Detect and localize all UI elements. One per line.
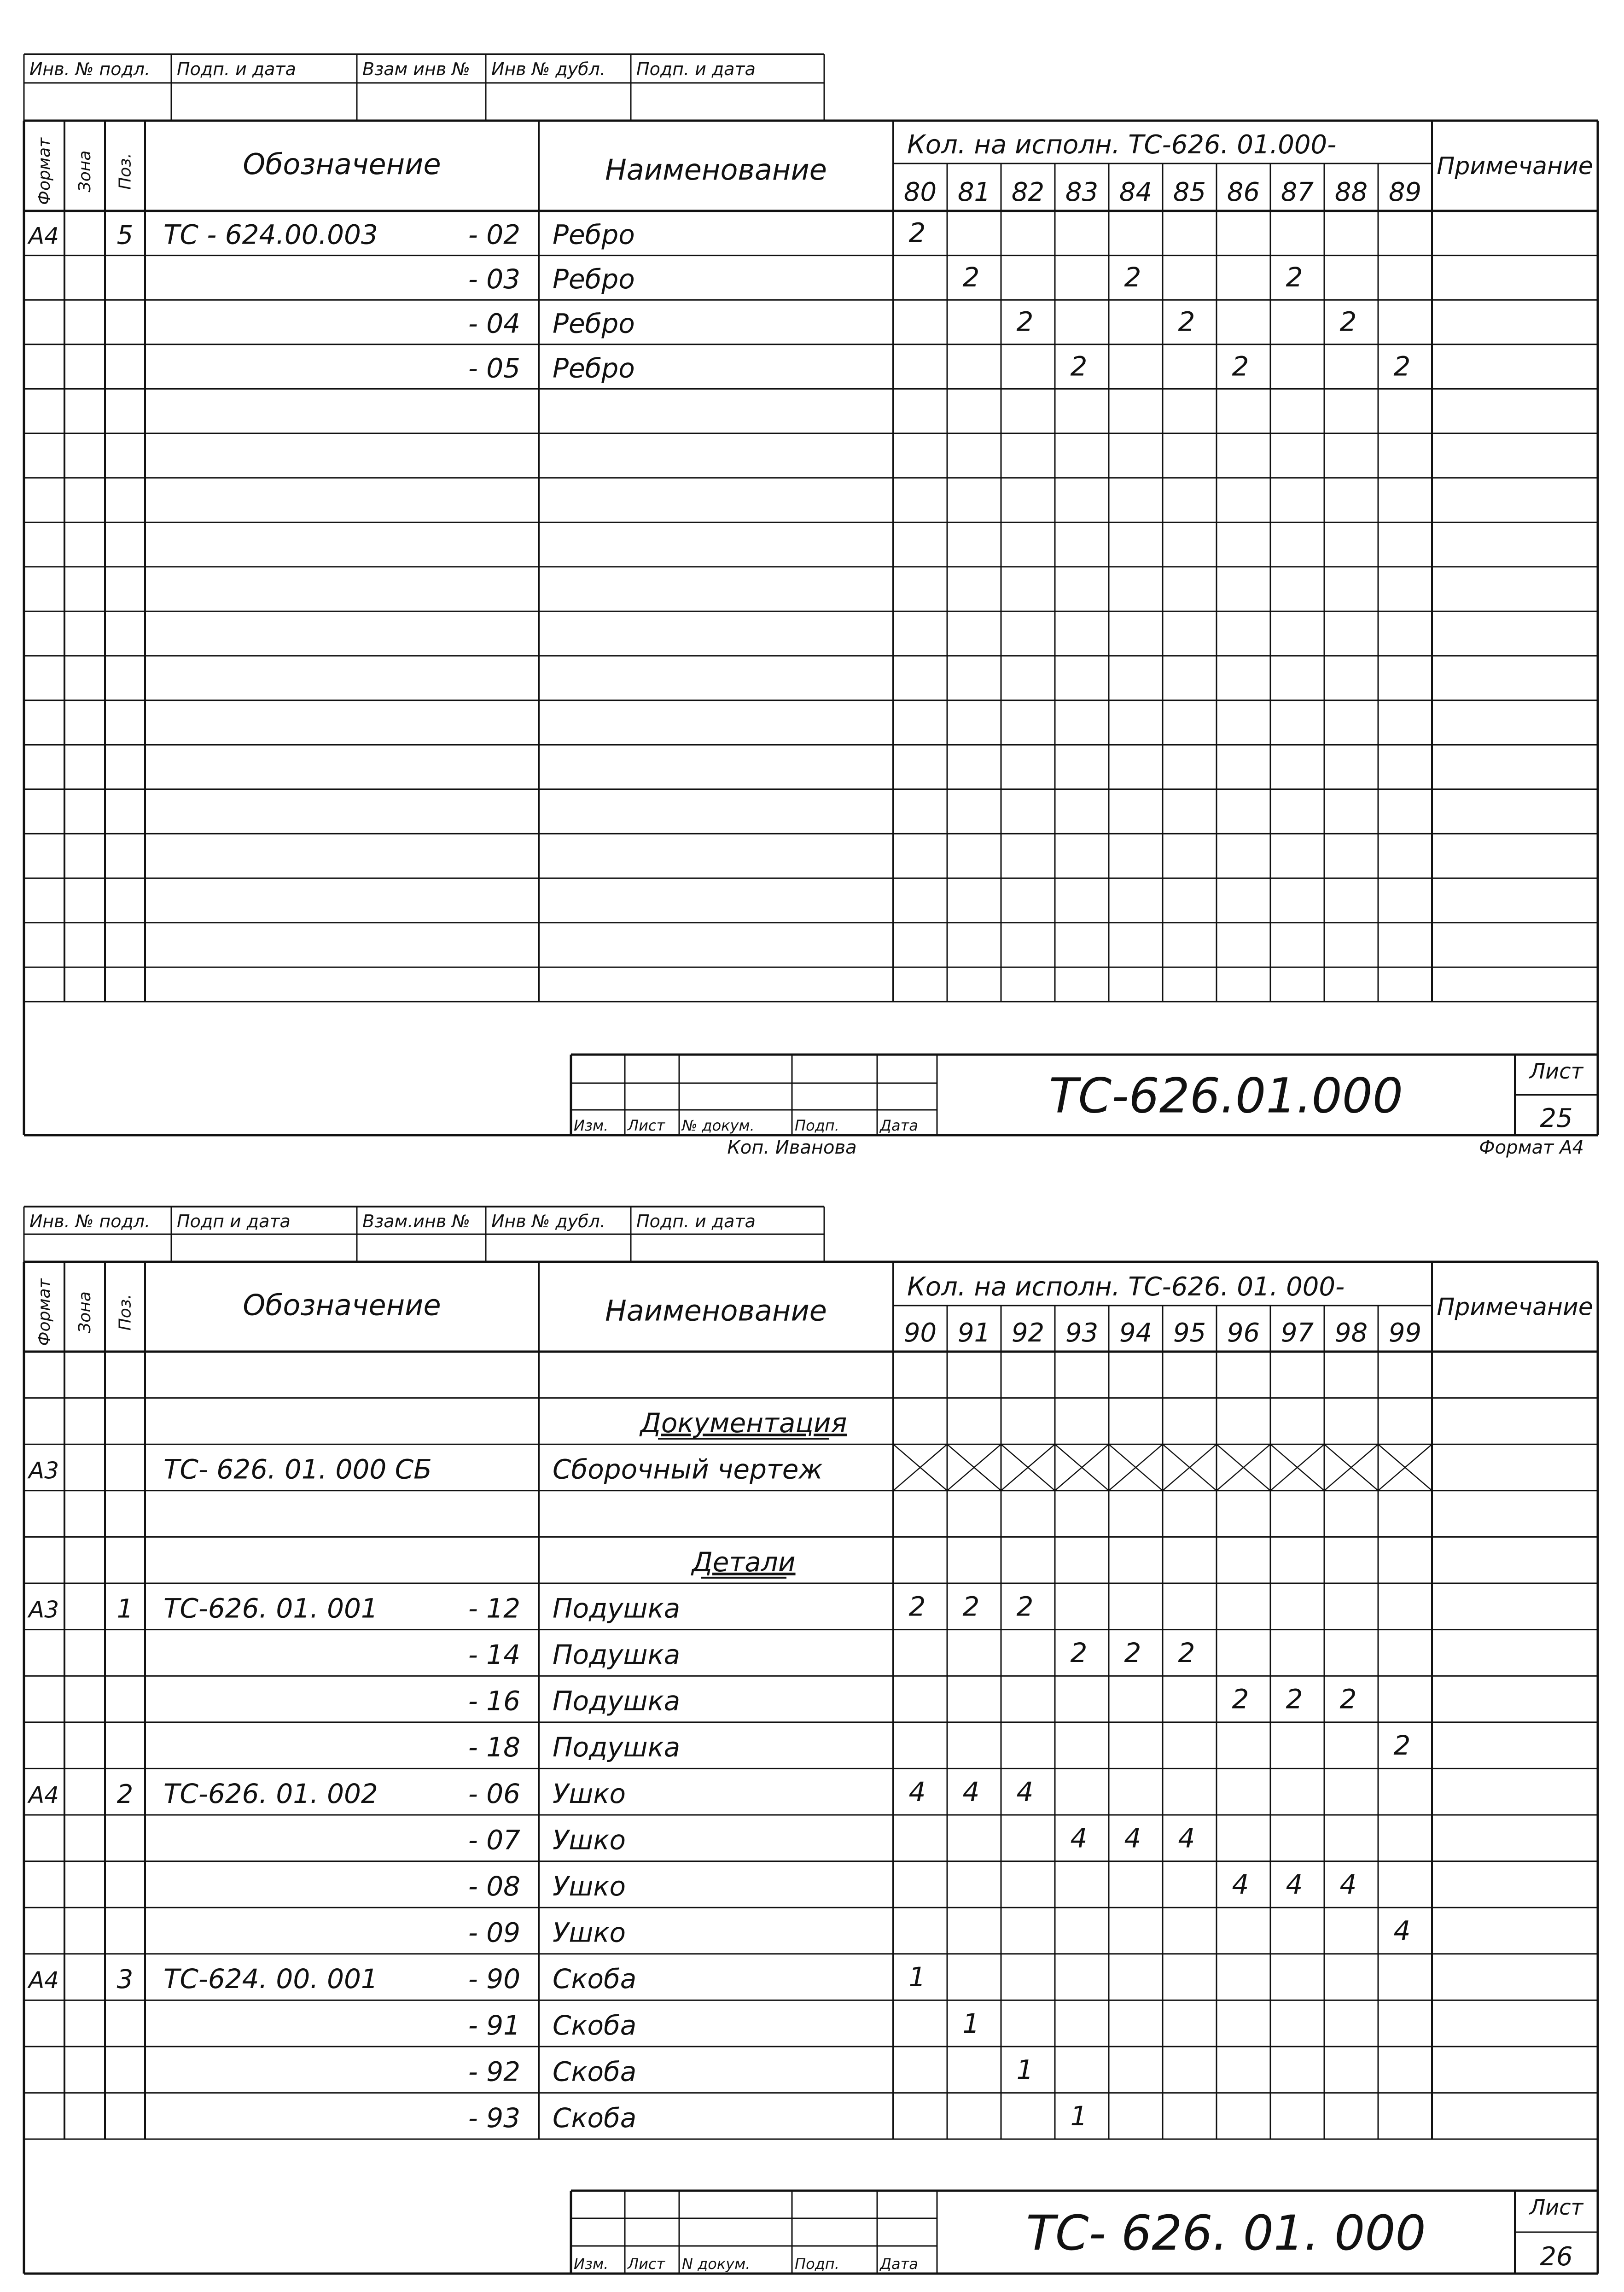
row-designation: ТС-626. 01. 001	[163, 1592, 378, 1624]
row-name: Ребро	[553, 263, 635, 295]
row-quantity: 4	[1393, 1915, 1411, 1947]
copyist-label: Коп. Иванова	[727, 1137, 857, 1158]
title-block-label: N докум.	[682, 2255, 751, 2273]
row-variant-suffix: - 05	[468, 352, 520, 384]
title-block-label: Изм.	[574, 1117, 609, 1134]
header-note: Примечание	[1437, 152, 1593, 180]
header-variant: 88	[1334, 177, 1368, 207]
row-name: Скоба	[553, 2056, 637, 2088]
header-variant: 95	[1173, 1318, 1206, 1348]
header-pos: Поз.	[116, 1294, 135, 1331]
row-variant-suffix: - 14	[468, 1639, 520, 1671]
row-quantity: 4	[908, 1776, 926, 1808]
row-name: Ребро	[553, 352, 635, 384]
header-qty-title: Кол. на исполн. ТС-626. 01.000-	[907, 130, 1337, 160]
row-quantity: 1	[962, 2007, 980, 2039]
header-variant: 85	[1173, 177, 1206, 207]
table-row	[468, 350, 1411, 384]
header-variant: 90	[903, 1318, 937, 1348]
header-variant: 97	[1281, 1318, 1314, 1348]
row-quantity: 2	[962, 1591, 980, 1622]
header-variant: 81	[957, 177, 991, 207]
title-block-label: Лист	[628, 1117, 665, 1134]
row-name: Скоба	[553, 2009, 637, 2041]
row-quantity: 2	[1339, 306, 1357, 338]
table-row	[468, 2100, 1088, 2134]
sheet-1	[24, 54, 1598, 1158]
header-variant: 93	[1065, 1318, 1099, 1348]
row-designation: ТС-626. 01. 002	[163, 1778, 378, 1809]
row-quantity: 4	[1070, 1822, 1088, 1854]
row-position: 5	[116, 220, 134, 251]
row-variant-suffix: - 12	[468, 1592, 520, 1624]
header-variant: 84	[1119, 177, 1153, 207]
stamp-row	[24, 1207, 1598, 1262]
row-quantity: 2	[1070, 1637, 1088, 1669]
table-row	[27, 1961, 926, 1995]
row-name: Ушко	[553, 1917, 626, 1948]
table-row	[468, 306, 1357, 339]
header-designation: Обозначение	[243, 1288, 441, 1322]
table-row	[27, 1776, 1033, 1809]
row-name: Ребро	[553, 219, 635, 251]
row-format: А4	[29, 222, 59, 250]
row-variant-suffix: - 07	[468, 1824, 520, 1856]
table-row	[468, 262, 1303, 295]
row-designation: ТС- 626. 01. 000 СБ	[163, 1453, 432, 1485]
table-row	[468, 1869, 1357, 1902]
row-name: Сборочный чертеж	[553, 1453, 823, 1485]
row-designation: ТС-624. 00. 001	[163, 1963, 378, 1995]
row-position: 1	[116, 1594, 134, 1624]
header-note: Примечание	[1437, 1293, 1593, 1321]
row-quantity: 4	[1124, 1822, 1141, 1854]
row-format: А3	[29, 1457, 59, 1484]
stamp-label: Подп и дата	[177, 1211, 291, 1231]
stamp-label: Подп. и дата	[636, 1211, 756, 1231]
row-variant-suffix: - 04	[468, 308, 520, 339]
header-variant: 87	[1281, 177, 1314, 207]
row-quantity: 4	[1286, 1869, 1303, 1901]
row-name: Ребро	[553, 308, 635, 339]
sheet-number: 26	[1540, 2242, 1573, 2272]
table-row	[468, 1822, 1195, 1855]
table-row	[468, 2054, 1034, 2087]
header-qty-title: Кол. на исполн. ТС-626. 01. 000-	[907, 1272, 1345, 1302]
row-position: 2	[116, 1779, 134, 1809]
row-quantity: 1	[1070, 2100, 1088, 2132]
row-quantity: 2	[908, 1591, 926, 1622]
title-block-label: Дата	[880, 2255, 918, 2273]
row-name: Ушко	[553, 1871, 626, 1902]
table-row	[690, 1546, 795, 1578]
header-variant: 99	[1388, 1318, 1422, 1348]
title-block-label: Лист	[628, 2255, 665, 2273]
table-row	[639, 1407, 847, 1439]
header-designation: Обозначение	[243, 147, 441, 181]
table-row	[468, 2008, 980, 2041]
row-quantity: 2	[1286, 262, 1303, 293]
row-designation: ТС - 624.00.003	[163, 219, 378, 251]
row-quantity: 1	[908, 1961, 926, 1993]
row-quantity: 4	[962, 1776, 980, 1808]
row-format: А3	[29, 1596, 59, 1623]
row-quantity: 4	[1232, 1869, 1249, 1901]
row-format: А4	[29, 1967, 59, 1994]
table-header	[24, 1262, 1598, 2139]
row-variant-suffix: - 06	[468, 1778, 520, 1809]
header-zone: Зона	[76, 1291, 94, 1333]
stamp-label: Взам инв №	[362, 59, 470, 79]
row-quantity: 2	[1232, 350, 1249, 382]
title-block	[571, 2191, 1598, 2274]
header-name: Наименование	[605, 1294, 827, 1328]
row-name: Подушка	[553, 1639, 681, 1671]
section-title: Документация	[640, 1407, 847, 1439]
header-pos: Поз.	[116, 153, 135, 190]
row-quantity: 2	[1016, 306, 1034, 338]
stamp-label: Подп. и дата	[177, 59, 296, 79]
table-row	[27, 1444, 1432, 1491]
stamp-label: Взам.инв №	[362, 1211, 470, 1231]
frame	[24, 121, 1598, 1135]
header-variant: 86	[1227, 177, 1260, 207]
header-variant: 92	[1011, 1318, 1045, 1348]
title-block-label: Подп.	[795, 1117, 839, 1134]
row-quantity: 2	[1178, 1637, 1195, 1669]
header-variant: 83	[1065, 177, 1099, 207]
header-variant: 94	[1119, 1318, 1153, 1348]
header-variant: 89	[1388, 177, 1422, 207]
row-variant-suffix: - 03	[468, 263, 520, 295]
row-quantity: 2	[1286, 1683, 1303, 1715]
row-name: Скоба	[553, 1963, 637, 1995]
row-quantity: 4	[1016, 1776, 1034, 1808]
row-variant-suffix: - 93	[468, 2102, 520, 2134]
row-quantity: 2	[1016, 1591, 1034, 1622]
header-format: Формат	[35, 1278, 54, 1346]
title-block-label: Подп.	[795, 2255, 839, 2273]
row-variant-suffix: - 09	[468, 1917, 520, 1948]
row-name: Ушко	[553, 1824, 626, 1856]
row-variant-suffix: - 92	[468, 2056, 520, 2088]
row-name: Скоба	[553, 2102, 637, 2134]
row-variant-suffix: - 18	[468, 1732, 520, 1763]
sheet-number: 25	[1540, 1103, 1573, 1133]
row-quantity: 2	[962, 262, 980, 293]
header-variant: 91	[957, 1318, 991, 1348]
header-variant: 96	[1227, 1318, 1260, 1348]
row-format: А4	[29, 1781, 59, 1808]
sheet-label: Лист	[1529, 2195, 1583, 2220]
row-quantity: 2	[1178, 306, 1195, 338]
row-variant-suffix: - 08	[468, 1871, 520, 1902]
row-quantity: 4	[1339, 1869, 1357, 1901]
table-row	[27, 1591, 1033, 1624]
stamp-label: Инв. № подл.	[29, 59, 151, 79]
row-variant-suffix: - 90	[468, 1963, 520, 1995]
sheet-label: Лист	[1529, 1059, 1583, 1084]
title-block	[571, 1055, 1598, 1135]
row-quantity: 2	[1124, 1637, 1141, 1669]
row-variant-suffix: - 91	[468, 2009, 520, 2041]
header-variant: 80	[903, 177, 937, 207]
row-position: 3	[116, 1965, 134, 1995]
sheet-2	[24, 1207, 1598, 2274]
row-name: Подушка	[553, 1732, 681, 1763]
row-quantity: 2	[1393, 1730, 1411, 1761]
row-quantity: 1	[1016, 2054, 1034, 2086]
table-header	[24, 121, 1598, 1002]
header-format: Формат	[35, 137, 54, 205]
row-name: Ушко	[553, 1778, 626, 1809]
table-row	[468, 1637, 1195, 1670]
row-variant-suffix: - 02	[468, 219, 520, 251]
row-quantity: 2	[1339, 1683, 1357, 1715]
stamp-row	[24, 54, 1598, 121]
table-row	[27, 217, 926, 250]
table-row	[468, 1684, 1357, 1717]
row-quantity: 2	[1232, 1683, 1249, 1715]
row-quantity: 2	[908, 217, 926, 249]
row-quantity: 2	[1070, 350, 1088, 382]
row-quantity: 2	[1393, 350, 1411, 382]
table-row	[468, 1915, 1411, 1948]
table-body	[24, 1398, 1598, 2139]
header-variant: 98	[1334, 1318, 1368, 1348]
stamp-label: Инв № дубл.	[491, 1211, 605, 1231]
format-label: Формат А4	[1479, 1137, 1584, 1158]
row-variant-suffix: - 16	[468, 1685, 520, 1717]
header-zone: Зона	[76, 150, 94, 192]
row-quantity: 4	[1178, 1822, 1195, 1854]
title-block-label: № докум.	[682, 1117, 755, 1134]
header-name: Наименование	[605, 153, 827, 187]
row-name: Подушка	[553, 1685, 681, 1717]
stamp-label: Подп. и дата	[636, 59, 756, 79]
document-number: ТС- 626. 01. 000	[1026, 2205, 1426, 2261]
title-block-label: Изм.	[574, 2255, 609, 2273]
stamp-label: Инв № дубл.	[491, 59, 605, 79]
title-block-label: Дата	[880, 1117, 918, 1134]
stamp-label: Инв. № подл.	[29, 1211, 151, 1231]
table-row	[468, 1730, 1411, 1763]
row-quantity: 2	[1124, 262, 1141, 293]
header-variant: 82	[1011, 177, 1045, 207]
document-number: ТС-626.01.000	[1048, 1067, 1403, 1124]
row-name: Подушка	[553, 1592, 681, 1624]
section-title: Детали	[692, 1546, 796, 1578]
table-body	[24, 217, 1598, 1002]
